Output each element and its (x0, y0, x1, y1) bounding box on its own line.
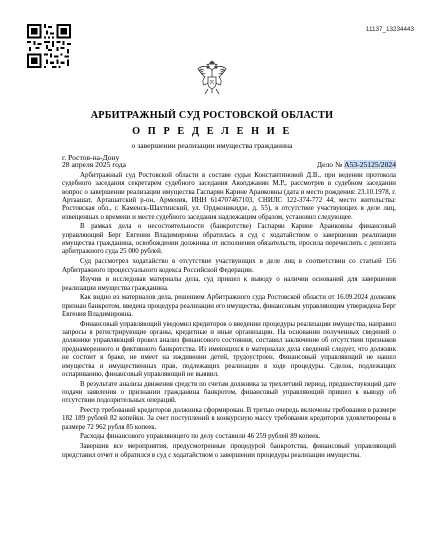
paragraph-9: Расходы финансового управляющего по делу составили 46 259 рублей 89 копеек. (80, 432, 321, 441)
qr-code (27, 24, 71, 68)
paragraph-5: Как видно из материалов дела, решением Арбитражного суда Ростовской области от 16.09.2024 должник признан банкротом, введена процедура реализации его имущества, финансовым управляющим утверждена Берг Евгения Владимировна. (62, 293, 396, 319)
paragraph-10: Завершив все мероприятия, предусмотренные процедурой банкротства, финансовый управляющий представил отчет и обратился в суд с ходатайством о завершении процедуры реализации имущества. (62, 442, 396, 459)
paragraph-8: Реестр требований кредиторов должника сформирован. В третью очередь включены требования в размере 182 189 рублей 82 копейки. За счет поступлений в конкурсную массу требования кредиторов удовлетворены в размере 72 962 рубля 85 копеек. (62, 406, 396, 431)
case-number (317, 160, 396, 169)
court-name: АРБИТРАЖНЫЙ СУД РОСТОВСКОЙ ОБЛАСТИ (90, 110, 334, 121)
document-body (62, 171, 396, 460)
document-date: 28 апреля 2025 года (62, 160, 126, 169)
paragraph-2: В рамках дела о несостоятельности (банкротстве) Гаспарян Карине Араиковны финансовый управляющий Берг Евгения Владимировна обратилась в суд с ходатайством о завершении реализации имущества гражданина, освобождении должника от исполнения обязательств, просила перечислить с депозита арбитражного суда 25 000 рублей. (62, 222, 396, 256)
paragraph-3: Суд рассмотрел ходатайство в отсутствие участвующих в деле лиц в соответствии со статьей 156 Арбитражного процессуального кодекса Российской Федерации. (62, 257, 396, 274)
paragraph-6: Финансовый управляющий уведомил кредиторов о введении процедуры реализации имущества, направил запросы в регистрирующие органы, кредитные и иные организации. На основании полученных сведений о должнике управляющий провел анализ финансового состояния, составил заключение об отсутствии признаков преднамеренного и фиктивного банкротства. Из имеющихся в материалах дела сведений следует, что должник не состоит в браке, не имеет на иждивении детей, трудоустроен. Финансовый управляющий не нашел имущества и имущественных прав, подлежащих реализации в ходе процедуры. Сделок, подлежащих оспариванию, финансовый управляющий не выявил. (62, 319, 396, 378)
paragraph-4: Изучив и исследовав материалы дела, суд пришел к выводу о наличии оснований для завершения реализации имущества гражданина. (62, 275, 396, 292)
document-type: О П Р Е Д Е Л Е Н И Е (132, 126, 292, 137)
city: г. Ростов-на-Дону (62, 153, 120, 162)
document-id: 11137_13234443 (365, 26, 414, 33)
case-number-value: А53-25125/2024 (344, 160, 396, 169)
paragraph-7: В результате анализа движения средств по счетам должника за трехлетний период, предшествующий дате подачи заявления о признании гражданина банкротом, финансовый управляющий пришел к выводу об отсутствии подозрительных операций. (62, 379, 396, 405)
case-prefix: Дело № (316, 160, 345, 169)
paragraph-1: Арбитражный суд Ростовской области в составе судьи Константиновой Д.В., при ведении протокола судебного заседания секретарем судебного заседания Акопджанян М.Р., рассмотрев в судебном заседании вопрос о завершении реализации имущества Гаспарян Карине Араиковны (дата и место рождения: 23.10.1978, г. Артаашат, Арташатский р-он, Армения, ИНН 614707467103, СНИЛС 122-374-772 44, место жительства: Ростовская обл., г. Каменск-Шахтинский, ул. Орджоникидзе, д. 55), в отсутствие участвующих в деле лиц, извещенных о времени и месте судебного заседания надлежащим образом, установил следующее. (62, 171, 396, 221)
coat-of-arms-emblem-icon (196, 60, 228, 100)
document-subject: о завершении реализации имущества гражданина (131, 141, 293, 150)
